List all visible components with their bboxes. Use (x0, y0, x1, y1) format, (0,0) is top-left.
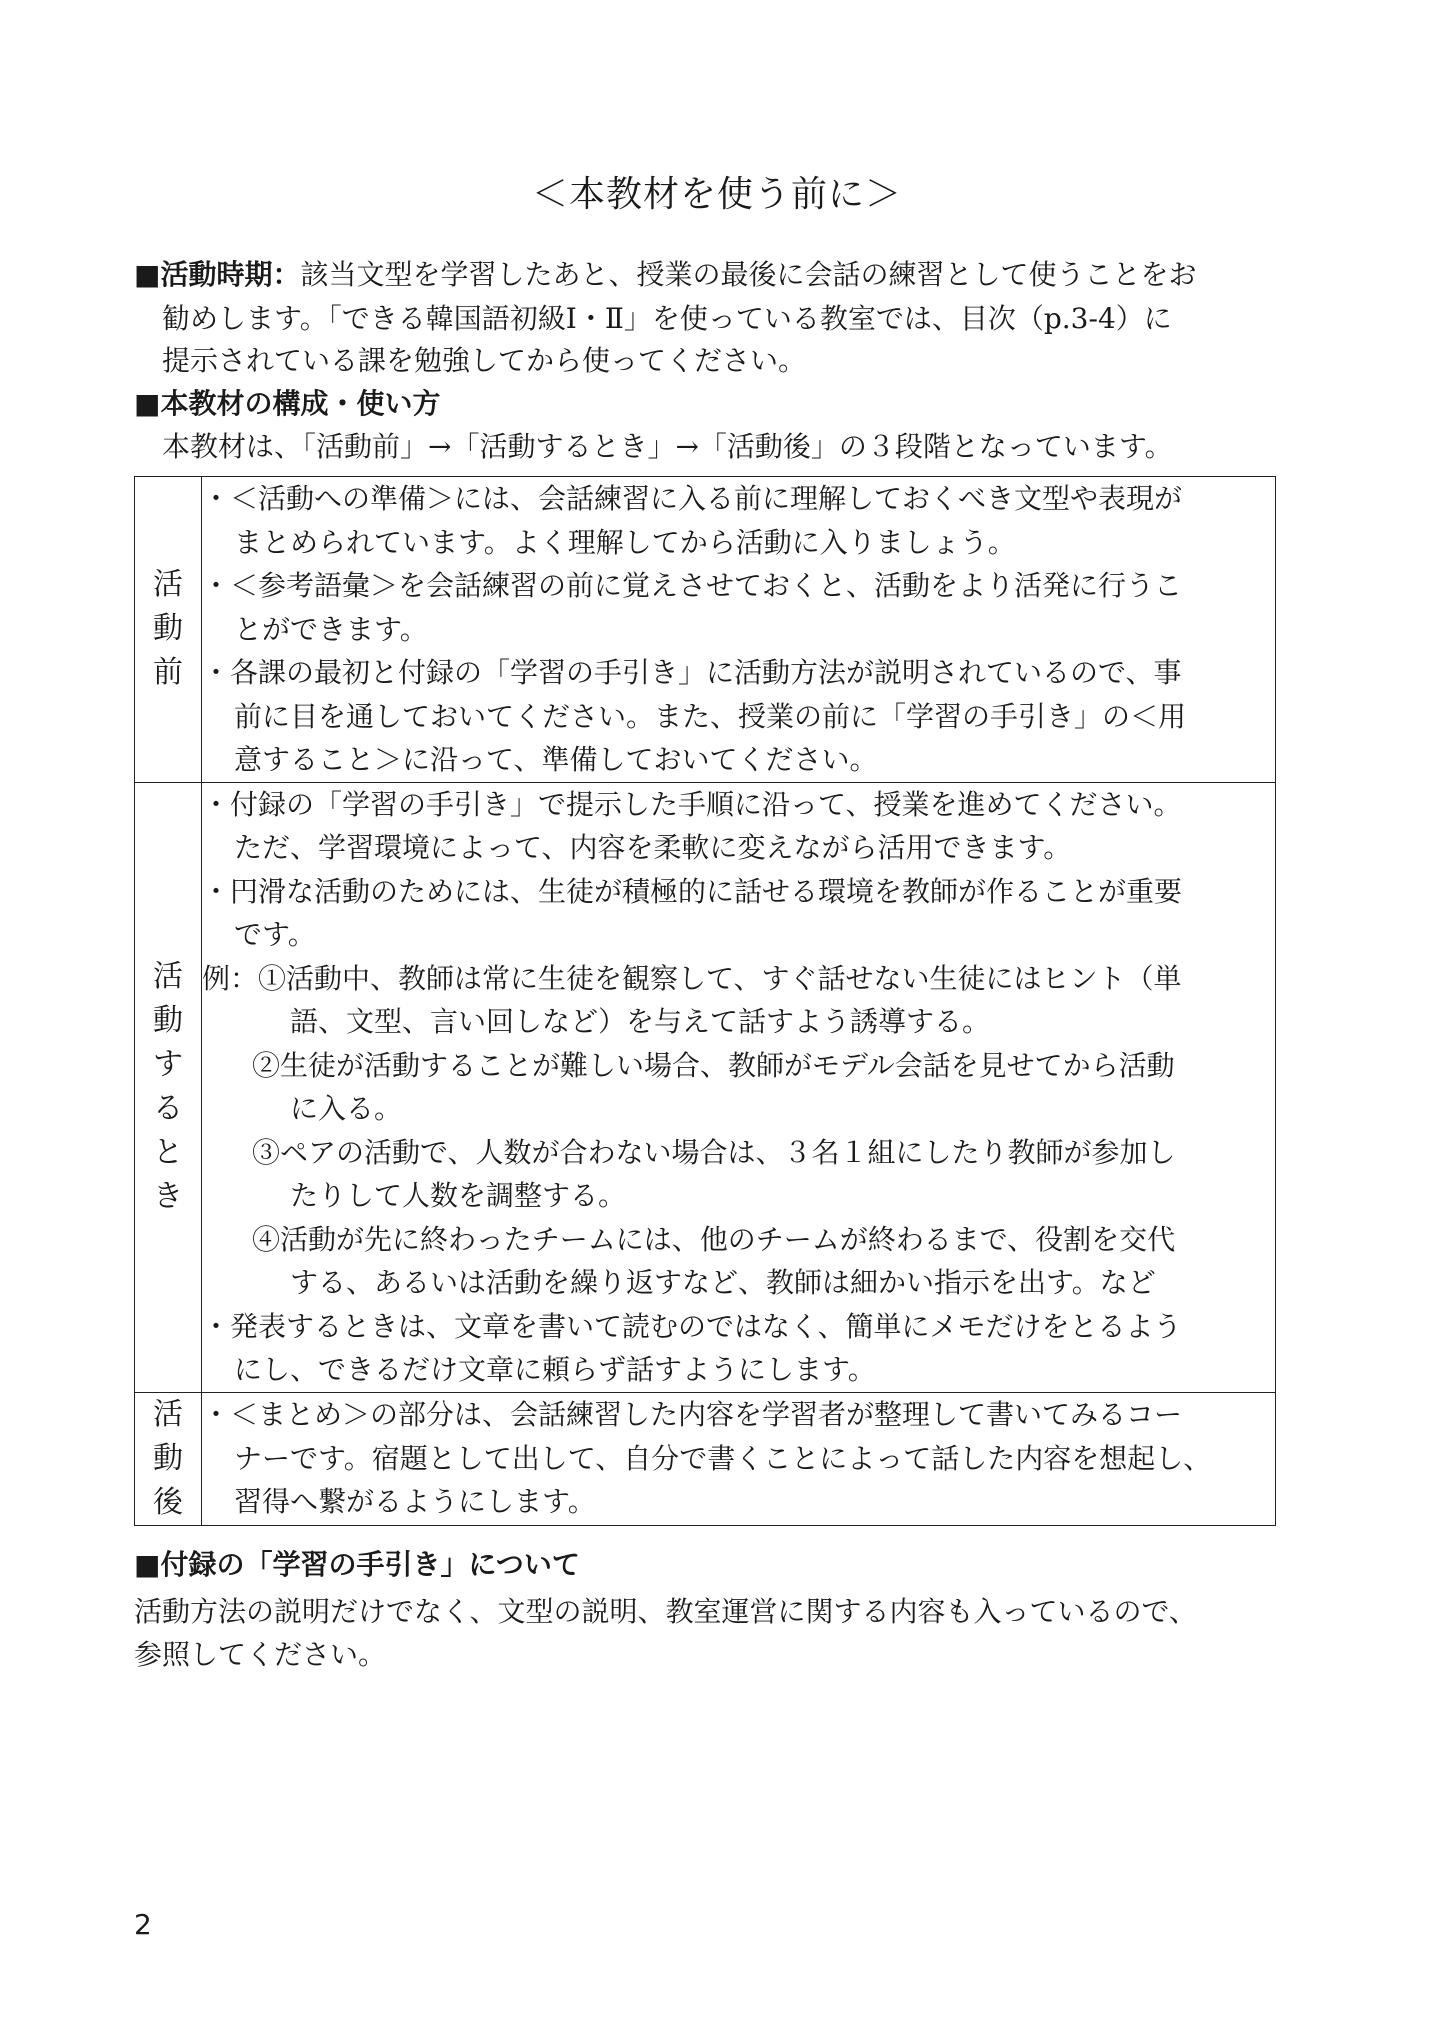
during-line: です。 (234, 918, 316, 951)
period-heading: ■活動時期： (134, 258, 301, 291)
label-after (135, 1392, 202, 1525)
period-line-3: 提示されている課を勉強してから使ってください。 (162, 344, 807, 377)
during-example-line: ④活動が先に終わったチームには、他のチームが終わるまで、役割を交代 (252, 1222, 1176, 1256)
label-char: 動 (153, 611, 183, 647)
label-char: 動 (153, 1440, 183, 1476)
usage-table (134, 476, 1276, 1526)
label-char: 動 (153, 1003, 183, 1038)
label-char: す (153, 1047, 183, 1082)
label-char: き (153, 1179, 183, 1214)
after-line: 習得へ繋がるようにします。 (234, 1485, 596, 1519)
before-line: とができます。 (234, 612, 428, 646)
during-example-line: ②生徒が活動することが難しい場合、教師がモデル会話を見せてから活動 (252, 1048, 1175, 1082)
content-during (202, 782, 1276, 1392)
during-example-line: ③ペアの活動で、人数が合わない場合は、３名１組にしたり教師が参加し (252, 1135, 1176, 1169)
before-line: 前に目を通しておいてください。また、授業の前に「学習の手引き」の＜用 (234, 699, 1187, 733)
period-line-1: 該当文型を学習したあと、授業の最後に会話の練習として使うことをお (300, 258, 1197, 291)
before-line: まとめられています。よく理解してから活動に入りましょう。 (234, 525, 1016, 559)
before-line: ・＜活動への準備＞には、会話練習に入る前に理解しておくべき文型や表現が (202, 482, 1183, 515)
during-line: ・発表するときは、文章を書いて読むのではなく、簡単にメモだけをとるよう (202, 1309, 1182, 1343)
during-line: にし、できるだけ文章に頼らず話すようにします。 (234, 1353, 876, 1386)
during-example-line: する、あるいは活動を繰り返すなど、教師は細かい指示を出す。など (290, 1266, 1156, 1299)
label-char: 前 (153, 655, 183, 691)
row-after (135, 1392, 1276, 1525)
during-line: ・付録の「学習の手引き」で提示した手順に沿って、授業を進めてください。 (202, 787, 1182, 821)
label-char: 活 (153, 1396, 183, 1432)
during-line: ・円滑な活動のためには、生徒が積極的に話せる環境を教師が作ることが重要 (202, 874, 1183, 908)
label-char: 活 (153, 567, 183, 603)
after-line: ナーです。宿題として出して、自分で書くことによって話した内容を想起し、 (234, 1441, 1212, 1475)
page-title: ＜本教材を使う前に＞ (531, 174, 902, 215)
period-line-2: 勧めします。「できる韓国語初級Ⅰ・Ⅱ」を使っている教室では、目次（p.3-4）に (162, 302, 1172, 335)
period-heading-row (134, 253, 1196, 293)
after-line: ・＜まとめ＞の部分は、会話練習した内容を学習者が整理して書いてみるコー (202, 1398, 1183, 1432)
before-line: ・各課の最初と付録の「学習の手引き」に活動方法が説明されているので、事 (202, 656, 1182, 689)
label-char: と (153, 1135, 183, 1170)
before-line: 意すること＞に沿って、準備しておいてください。 (234, 743, 878, 776)
label-char: る (153, 1091, 183, 1126)
appendix-line-1: 活動方法の説明だけでなく、文型の説明、教室運営に関する内容も入っているので、 (134, 1595, 1197, 1628)
label-char: 活 (153, 959, 183, 994)
during-example-line: たりして人数を調整する。 (290, 1179, 627, 1212)
content-before (202, 477, 1276, 783)
label-during (135, 782, 202, 1392)
structure-heading: ■本教材の構成・使い方 (134, 387, 441, 420)
structure-line: 本教材は、「活動前」→「活動するとき」→「活動後」の３段階となっています。 (162, 430, 1173, 463)
before-line: ・＜参考語彙＞を会話練習の前に覚えさせておくと、活動をより活発に行うこ (202, 569, 1183, 602)
page-number: 2 (134, 1908, 152, 1941)
label-before (135, 477, 202, 783)
during-example-line: に入る。 (290, 1092, 403, 1125)
row-before (135, 477, 1276, 783)
label-char: 後 (153, 1484, 183, 1520)
during-line: ただ、学習環境によって、内容を柔軟に変えながら活用できます。 (234, 831, 1072, 864)
appendix-line-2: 参照してください。 (134, 1638, 387, 1671)
row-during (135, 782, 1276, 1392)
during-example-line: 例：①活動中、教師は常に生徒を観察して、すぐ話せない生徒にはヒント（単 (202, 961, 1182, 995)
content-after (202, 1392, 1276, 1525)
appendix-heading: ■付録の「学習の手引き」について (134, 1548, 580, 1581)
during-example-line: 語、文型、言い回しなど）を与えて話すよう誘導する。 (290, 1005, 991, 1038)
